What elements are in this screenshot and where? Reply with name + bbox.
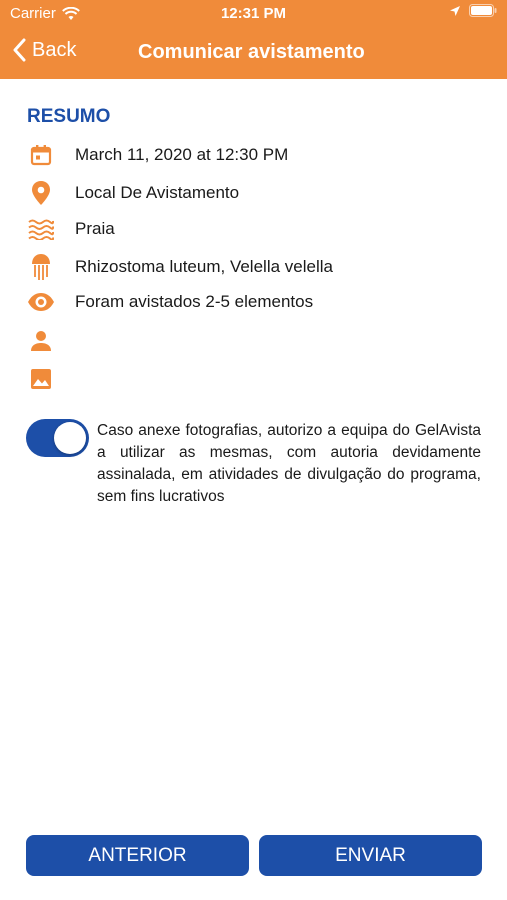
navigation-bar bbox=[0, 30, 507, 79]
summary-title: RESUMO bbox=[27, 106, 111, 127]
summary-photos-row bbox=[27, 364, 55, 394]
photo-consent-toggle[interactable] bbox=[26, 419, 89, 457]
back-label: Back bbox=[32, 38, 77, 61]
jellyfish-icon bbox=[27, 253, 55, 281]
image-icon bbox=[27, 365, 55, 393]
carrier-label: Carrier bbox=[10, 5, 56, 22]
status-right bbox=[449, 4, 497, 17]
calendar-icon bbox=[27, 141, 55, 169]
summary-habitat: Praia bbox=[75, 219, 115, 238]
clock: 12:31 PM bbox=[220, 5, 287, 22]
status-bar bbox=[0, 0, 507, 30]
summary-observer-row bbox=[27, 326, 55, 356]
summary-species: Rhizostoma luteum, Velella velella bbox=[75, 257, 333, 276]
summary-species-row bbox=[27, 252, 333, 282]
summary-date: March 11, 2020 at 12:30 PM bbox=[75, 145, 289, 164]
battery-icon bbox=[469, 4, 497, 17]
location-arrow-icon bbox=[449, 5, 461, 17]
summary-date-row bbox=[27, 140, 289, 170]
eye-icon bbox=[27, 288, 55, 316]
waves-icon bbox=[27, 215, 55, 243]
photo-consent-text: Caso anexe fotografias, autorizo a equipa do GelAvista a utilizar as mesmas, com autoria devidamente assinalada, em atividades de divulgação do programa, sem fins lucrativos bbox=[97, 422, 481, 505]
send-button[interactable]: ENVIAR bbox=[259, 835, 482, 876]
location-pin-icon bbox=[27, 179, 55, 207]
summary-location: Local De Avistamento bbox=[75, 183, 240, 202]
summary-location-row bbox=[27, 178, 240, 208]
previous-button[interactable]: ANTERIOR bbox=[26, 835, 249, 876]
person-icon bbox=[27, 327, 55, 355]
toggle-knob bbox=[54, 422, 86, 454]
summary-habitat-row bbox=[27, 214, 115, 244]
summary-count: Foram avistados 2-5 elementos bbox=[75, 292, 314, 311]
back-button[interactable] bbox=[12, 38, 76, 62]
header-bar bbox=[0, 0, 507, 79]
summary-count-row bbox=[27, 287, 314, 317]
page-title: Comunicar avistamento bbox=[138, 41, 365, 63]
chevron-left-icon bbox=[12, 38, 26, 62]
